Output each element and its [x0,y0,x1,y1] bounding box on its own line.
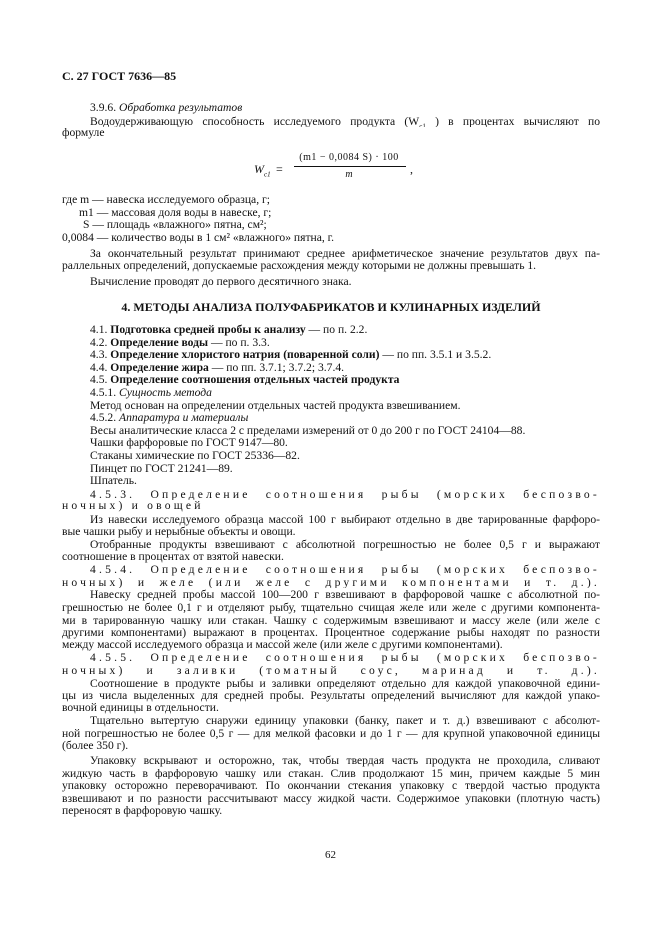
paragraph-line: Навеску средней пробы массой 100—200 г взвешивают в фарфоровой чашке с абсолютной по- [90,588,600,602]
item-text: — по п. 3.3. [208,335,270,349]
item-number: 4.1. [90,323,108,336]
item-text: — по п. 2.2. [305,323,368,336]
equipment-item: Пинцет по ГОСТ 21241—89. [90,461,233,475]
paragraph-line: грешностью не более 0,1 г и отделяют рыбу, тщательно счищая желе или желе с другими компонента- [62,601,600,614]
item-text: — по пп. 3.7.1; 3.7.2; 3.7.4. [208,360,345,374]
subsection-number: 4.5.1. [90,385,117,399]
page-header: С. 27 ГОСТ 7636—85 [62,69,177,83]
paragraph-line: переносят в фарфоровую чашку. [62,803,223,817]
paragraph-line [62,115,600,128]
formula-comma: , [410,162,413,176]
paragraph-line: жидкую часть в фарфоровую чашку или стакан. Слив продолжают 15 мин, причем каждые 5 мин [62,766,600,780]
item-number: 4.3. [90,348,108,362]
formula-equals: = [276,162,283,176]
item-title: Определение воды [110,335,209,349]
paragraph-line: Метод основан на определении отдельных частей продукта взвешиванием. [90,398,461,412]
subsection-title: 4.5.5. Определение соотношения рыбы (морских беспозво- [90,651,600,665]
paragraph-line: Вычисление проводят до первого десятичного знака. [90,274,352,288]
item-title: Подготовка средней пробы к анализу [110,323,306,336]
section-heading: 4. МЕТОДЫ АНАЛИЗА ПОЛУФАБРИКАТОВ И КУЛИНАРНЫХ ИЗДЕЛИЙ [121,300,541,314]
definition: 0,0084 — количество воды в 1 см² «влажного» пятна, г. [62,230,335,244]
section-4-body [62,324,600,817]
paragraph-line: Из навески исследуемого образца массой 100 г выбирают отдельно в две тарированные фарфоро- [90,512,600,526]
definition: где m — навеска исследуемого образца, г; [62,193,270,206]
definitions [62,194,600,288]
item-title: Определение соотношения отдельных частей продукта [110,373,400,387]
paragraph-line: между массой исследуемого образца и массой желе (или желе с другими компонентами). [62,637,503,651]
paragraph-line: ми в тарированную чашку или стакан. Чашку с содержимым взвешивают и массу желе (или желе с [62,613,600,627]
section-3-9-6 [62,102,600,140]
item-title: Определение хлористого натрия (поваренной соли) [110,348,380,362]
paragraph-line: Соотношение в продукте рыбы и заливки определяют отдельно для каждой упаковочной едини- [90,676,600,690]
subsection-title: ночных) и овощей [62,499,204,513]
item-number: 4.5. [90,373,108,387]
paragraph-line: Тщательно вытертую снаружи единицу упаковки (банку, пакет и т. д.) взвешивают с абсолют- [90,714,600,727]
paragraph-line: Упаковку вскрывают и осторожно, так, чтобы твердая часть продукта не проходила, сливают [90,754,600,767]
subsection-title-text: Обработка результатов [119,101,243,114]
subscript: c1 [419,121,426,128]
text: Водоудерживающую способность исследуемого продукта (W [90,114,420,128]
paragraph-line: другими компонентами) выражают в процентах. Процентное содержание рыбы находят по разности [62,626,600,639]
equipment-item: Чашки фарфоровые по ГОСТ 9147—80. [90,436,288,450]
subsection-title: 4.5.3. Определение соотношения рыбы (морских беспозво- [90,487,600,501]
paragraph-line: взвешивают и по разности рассчитывают массу жидкой части. Содержимое упаковки (плотную часть) [62,791,600,805]
paragraph-line: вые чашки рыбу и нерыбные объекты и овощи. [62,524,296,538]
fraction-bar [294,166,406,167]
subsection-title: ночных) и желе (или желе с другими компонентами и т. д.). [62,575,600,589]
page-number: 62 [325,849,336,861]
formula-subscript: c1 [264,170,271,179]
formula [254,150,414,190]
item-number: 4.2. [90,335,108,349]
paragraph-line: За окончательный результат принимают среднее арифметическое значение результатов двух па- [90,247,600,260]
paragraph-line: вочной единицы в отдельности. [62,700,219,714]
subsection-title [62,102,600,115]
paragraph-line: упаковку осторожно переворачивают. По окончании стекания упаковку с твердой частью продукта [62,779,600,792]
item-number: 4.4. [90,360,108,374]
subsection-number: 3.9.6. [90,101,117,114]
paragraph-line: ной погрешностью не более 0,5 г — для мелкой фасовки и до 1 г — для крупной упаковочной единицы [62,727,600,740]
paragraph-line: (более 350 г). [62,738,129,752]
subsection-title: 4.5.4. Определение соотношения рыбы (морских беспозво- [90,563,600,576]
subsection-title [62,387,600,400]
equipment-item: Весы аналитические класса 2 с пределами измерений от 0 до 200 г по ГОСТ 24104—88. [90,423,526,437]
item-title: Определение жира [110,360,209,374]
paragraph-line: формуле [62,126,105,140]
item-text: — по пп. 3.5.1 и 3.5.2. [379,348,492,362]
paragraph-line: раллельных определений, допускаемые расхождения между которыми не должны превышать 1. [62,258,537,272]
formula-denominator: m [345,169,353,180]
subsection-title-text: Сущность метода [119,385,212,399]
formula-symbol: W [254,162,264,176]
formula-numerator: (m1 − 0,0084 S) · 100 [299,152,399,163]
paragraph-line: Отобранные продукты взвешивают с абсолютной погрешностью не более 0,5 г и выражают [90,538,600,551]
subsection-title [62,412,600,425]
subsection-number: 4.5.2. [90,411,117,425]
subsection-title-text: Аппаратура и материалы [119,411,249,425]
subsection-title: ночных) и заливки (томатный соус, маринад и т. д.). [62,664,600,677]
text: ) в процентах вычисляют по [435,114,600,128]
definition: m1 — массовая доля воды в навеске, г; [79,205,272,219]
equipment-item: Шпатель. [90,474,137,488]
formula-lhs [254,162,271,178]
paragraph-line: цы из числа выделенных для средней пробы. Результаты определений вычисляют для каждой упако- [62,689,600,702]
equipment-item: Стаканы химические по ГОСТ 25336—82. [90,448,300,462]
paragraph-line: соотношение в процентах от взятой навески. [62,549,284,563]
definition: S — площадь «влажного» пятна, см²; [83,218,267,232]
